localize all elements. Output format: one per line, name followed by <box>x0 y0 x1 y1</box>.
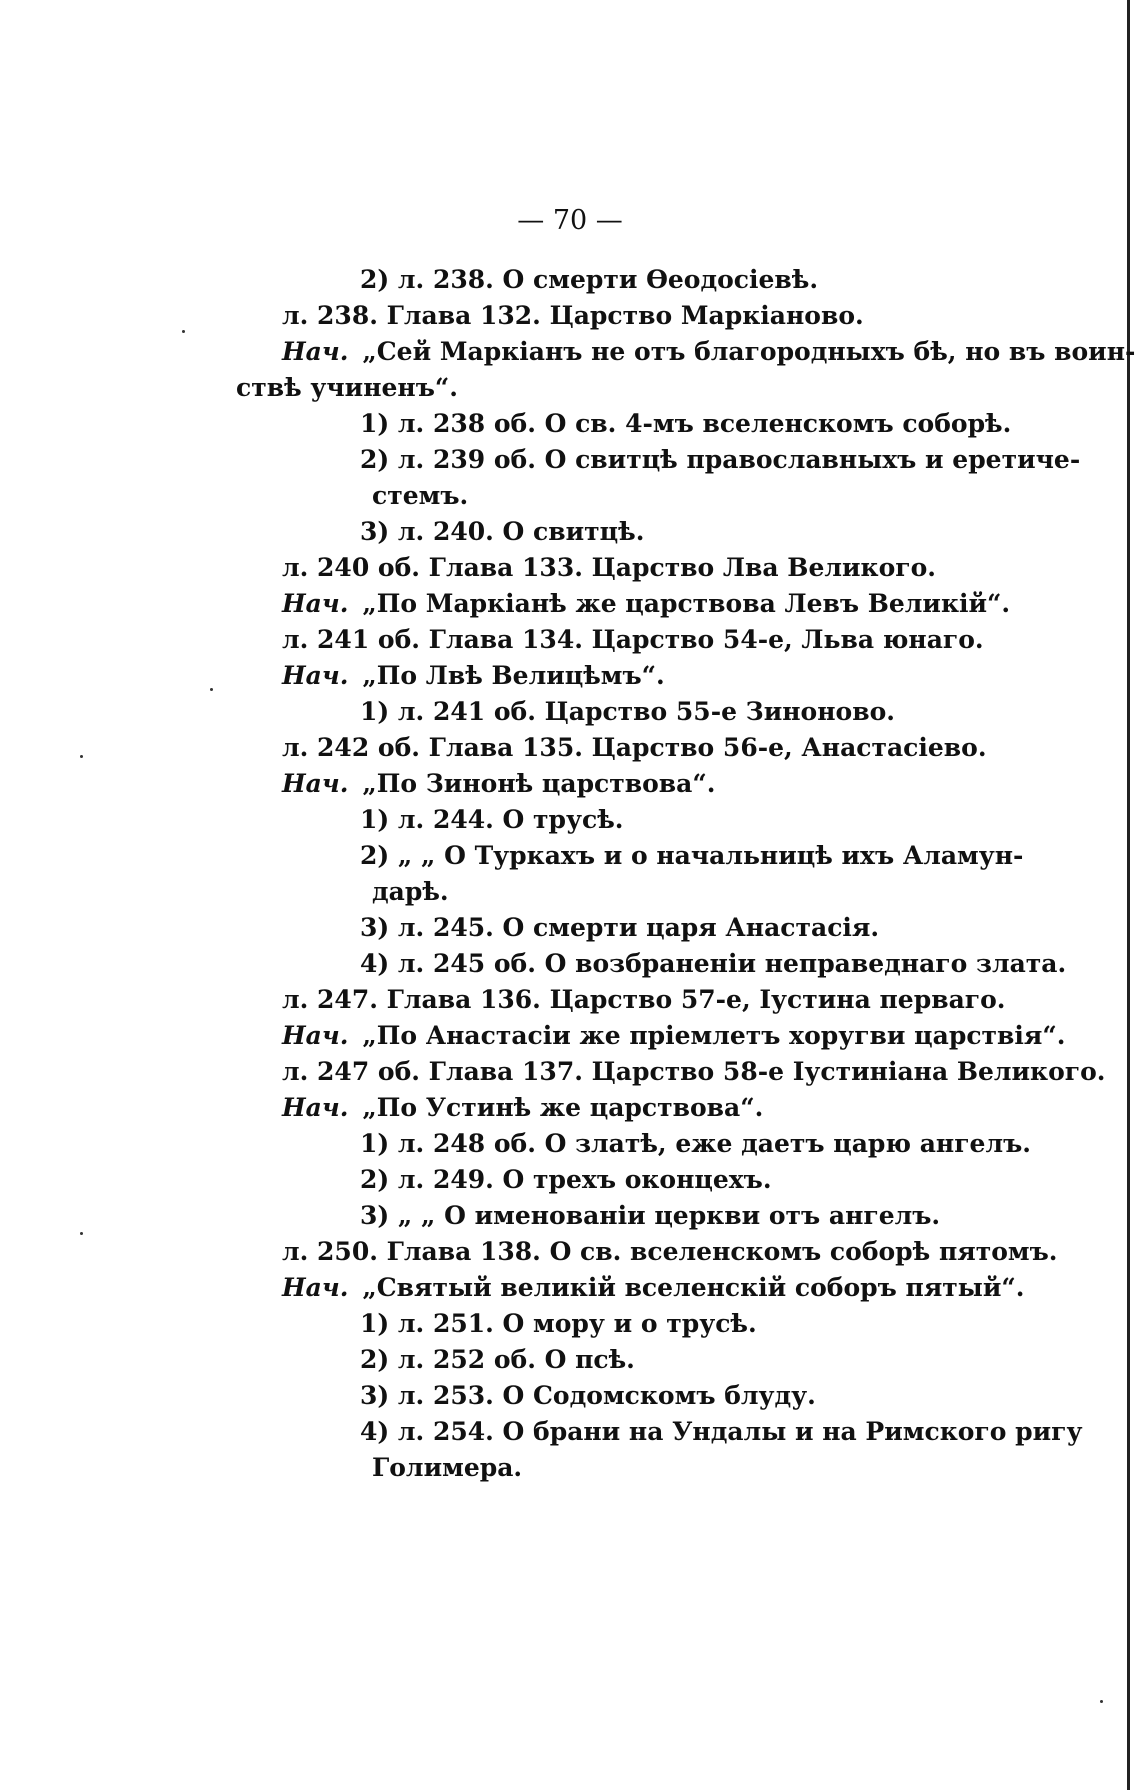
entry-text: л. 247 об. Глава 137. Царство 58-е Іустиніана Великого. <box>282 1057 1106 1086</box>
entry-text: л. 242 об. Глава 135. Царство 56-е, Анастасіево. <box>282 733 987 762</box>
entry-text: „По Лвѣ Велицѣмъ“. <box>362 661 665 690</box>
entry-continuation <box>0 478 1140 514</box>
incipit-line <box>0 1270 1140 1306</box>
entry-line <box>0 514 1140 550</box>
incipit-line <box>0 586 1140 622</box>
entry-text: „Святый великій вселенскій соборъ пятый“. <box>362 1273 1025 1302</box>
entry-text: л. 247. Глава 136. Царство 57-е, Іустина перваго. <box>282 985 1006 1014</box>
print-speck <box>210 688 213 691</box>
entry-text: 1) л. 248 об. О златѣ, еже даетъ царю ангелъ. <box>360 1129 1031 1158</box>
entry-text: 2) л. 249. О трехъ оконцехъ. <box>360 1165 772 1194</box>
incipit-line <box>0 1018 1140 1054</box>
entry-text: 2) л. 238. О смерти Өеодосіевѣ. <box>360 265 819 294</box>
entry-text: „По Анастасіи же пріемлетъ хоругви царствія“. <box>362 1021 1066 1050</box>
entry-text: л. 250. Глава 138. О св. вселенскомъ соборѣ пятомъ. <box>282 1237 1058 1266</box>
print-speck <box>80 1232 83 1235</box>
entry-text: ствѣ учиненъ“. <box>236 373 458 402</box>
entry-text: 2) л. 239 об. О свитцѣ православныхъ и еретиче- <box>360 445 1081 474</box>
incipit-line <box>0 766 1140 802</box>
incipit-line <box>0 1090 1140 1126</box>
entry-continuation <box>0 874 1140 910</box>
entry-continuation <box>0 1450 1140 1486</box>
entry-line <box>0 1162 1140 1198</box>
chapter-line <box>0 1054 1140 1090</box>
incipit-label: Нач. <box>282 1093 349 1122</box>
entry-text: дарѣ. <box>372 877 449 906</box>
entry-text: 4) л. 245 об. О возбраненіи неправеднаго злата. <box>360 949 1067 978</box>
entry-continuation <box>0 370 1140 406</box>
entry-text: л. 241 об. Глава 134. Царство 54-е, Льва юнаго. <box>282 625 984 654</box>
incipit-line <box>0 658 1140 694</box>
entry-line <box>0 694 1140 730</box>
print-speck <box>1100 1700 1103 1703</box>
entry-line <box>0 406 1140 442</box>
chapter-line <box>0 622 1140 658</box>
entry-line <box>0 910 1140 946</box>
incipit-label: Нач. <box>282 661 349 690</box>
entry-line <box>0 1342 1140 1378</box>
entry-text: „Сей Маркіанъ не отъ благородныхъ бѣ, но въ воин- <box>362 337 1136 366</box>
entry-text: Голимера. <box>372 1453 523 1482</box>
chapter-line <box>0 550 1140 586</box>
entry-text: „По Маркіанѣ же царствова Левъ Великій“. <box>362 589 1011 618</box>
entry-line <box>0 1126 1140 1162</box>
entry-line <box>0 802 1140 838</box>
entry-text: 1) л. 251. О мору и о трусѣ. <box>360 1309 757 1338</box>
entry-text: 3) л. 240. О свитцѣ. <box>360 517 645 546</box>
entry-line <box>0 262 1140 298</box>
chapter-line <box>0 1234 1140 1270</box>
print-speck <box>80 755 83 758</box>
entry-text: 2) „ „ О Туркахъ и о начальницѣ ихъ Аламун- <box>360 841 1024 870</box>
entry-text: 1) л. 244. О трусѣ. <box>360 805 624 834</box>
table-of-contents <box>0 262 1140 1486</box>
incipit-label: Нач. <box>282 1273 349 1302</box>
entry-text: л. 238. Глава 132. Царство Маркіаново. <box>282 301 864 330</box>
chapter-line <box>0 982 1140 1018</box>
chapter-line <box>0 298 1140 334</box>
entry-line <box>0 1414 1140 1450</box>
entry-line <box>0 1198 1140 1234</box>
entry-text: стемъ. <box>372 481 469 510</box>
entry-text: 3) „ „ О именованіи церкви отъ ангелъ. <box>360 1201 941 1230</box>
entry-text: 3) л. 253. О Содомскомъ блуду. <box>360 1381 816 1410</box>
incipit-line <box>0 334 1140 370</box>
incipit-label: Нач. <box>282 769 349 798</box>
entry-text: „По Зинонѣ царствова“. <box>362 769 716 798</box>
entry-line <box>0 1378 1140 1414</box>
incipit-label: Нач. <box>282 589 349 618</box>
entry-line <box>0 946 1140 982</box>
entry-text: 1) л. 238 об. О св. 4-мъ вселенскомъ соборѣ. <box>360 409 1012 438</box>
entry-line <box>0 442 1140 478</box>
entry-text: 3) л. 245. О смерти царя Анастасія. <box>360 913 880 942</box>
print-speck <box>182 330 185 333</box>
entry-text: л. 240 об. Глава 133. Царство Лва Великого. <box>282 553 936 582</box>
entry-line <box>0 1306 1140 1342</box>
page-number: — 70 — <box>517 205 623 236</box>
entry-text: 4) л. 254. О брани на Ундалы и на Римского ригу <box>360 1417 1083 1446</box>
incipit-label: Нач. <box>282 337 349 366</box>
entry-line <box>0 838 1140 874</box>
incipit-label: Нач. <box>282 1021 349 1050</box>
entry-text: 1) л. 241 об. Царство 55-е Зиноново. <box>360 697 895 726</box>
entry-text: 2) л. 252 об. О псѣ. <box>360 1345 635 1374</box>
entry-text: „По Устинѣ же царствова“. <box>362 1093 764 1122</box>
chapter-line <box>0 730 1140 766</box>
